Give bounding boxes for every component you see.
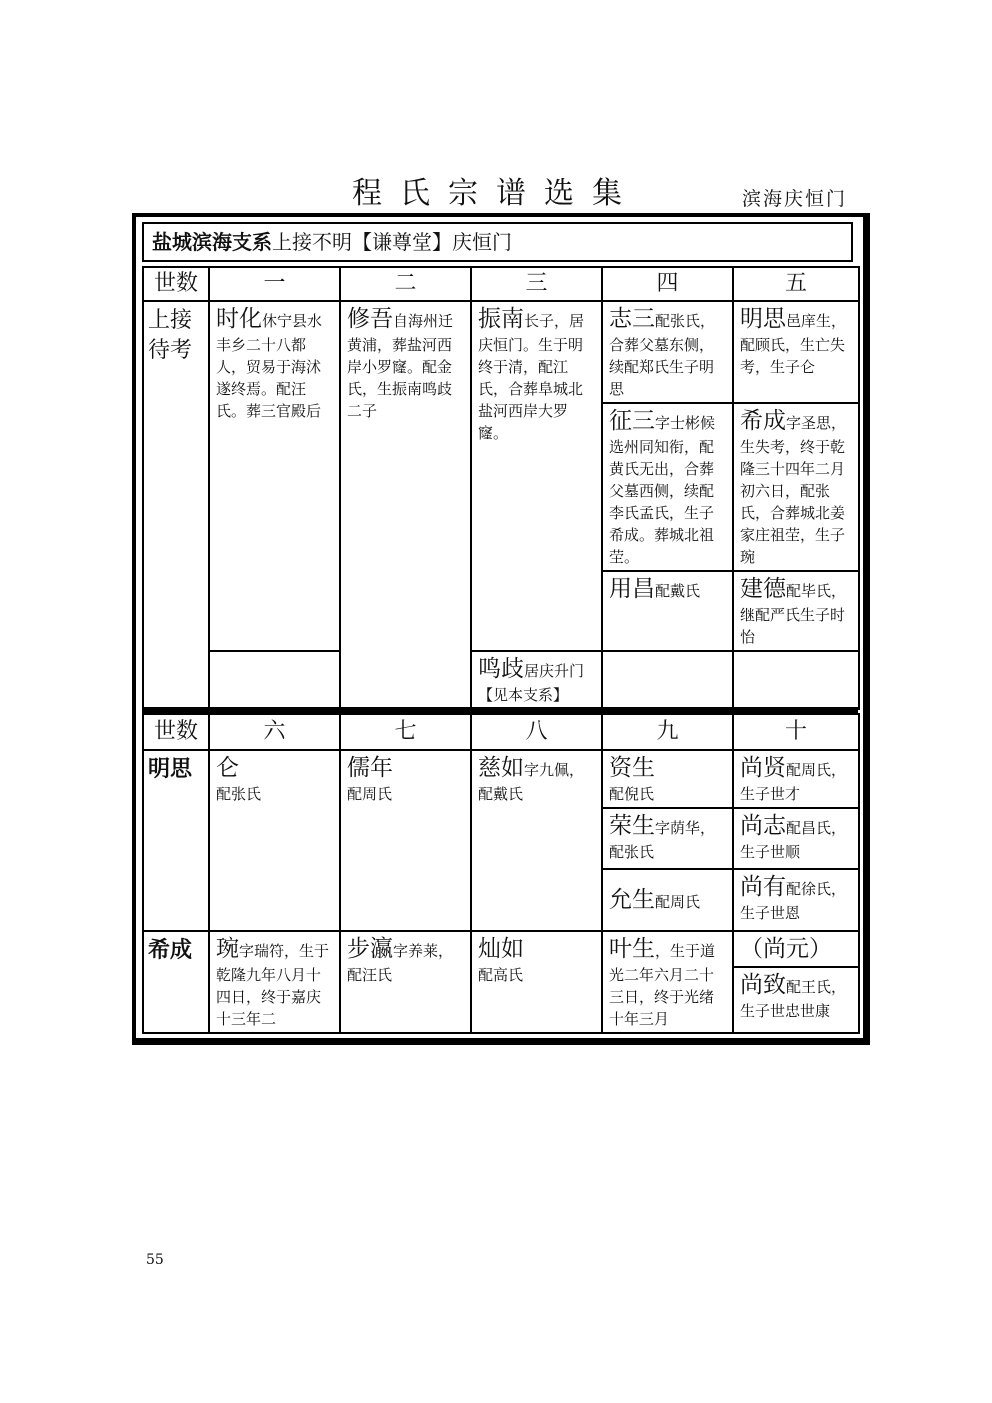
- person-cell: [471, 750, 602, 931]
- person-cell: [602, 931, 733, 1033]
- person-name: 尚致: [740, 972, 786, 999]
- person-note: 字瑞符，生于乾隆九年八月十四日，终于嘉庆十三年二: [216, 942, 330, 1028]
- person-name: 时化: [216, 306, 262, 332]
- person-cell: [209, 931, 340, 1033]
- person-cell: [733, 931, 859, 967]
- person-name: 希成: [740, 408, 786, 434]
- person-note: 字荫华，配张氏: [609, 819, 716, 861]
- person-cell: [471, 931, 602, 1033]
- header-cell: 十: [733, 714, 859, 750]
- person-note: 配张氏: [216, 785, 262, 803]
- person-name: 灿如: [478, 936, 524, 962]
- person-note: 休宁县水丰乡二十八都人，贸易于海沭遂终焉。配汪氏。葬三官殿后: [216, 312, 323, 420]
- person-note: 自海州迁黄浦，葬盐河西岸小罗窿。配金氏，生振南鸣歧二子: [347, 312, 454, 420]
- header-cell: 九: [602, 714, 733, 750]
- person-cell: [602, 403, 733, 571]
- person-cell: [471, 651, 602, 709]
- page-number: 55: [146, 1252, 164, 1268]
- person-note: 配周氏: [347, 785, 393, 803]
- person-note: 配戴氏: [655, 582, 701, 600]
- person-cell: [733, 571, 859, 651]
- person-cell: [340, 301, 471, 709]
- person-note: 配昌氏，生子世顺: [740, 819, 847, 861]
- person-name: （尚元）: [740, 936, 832, 962]
- person-note: 配高氏: [478, 966, 524, 984]
- branch-lineage: 上接不明【谦尊堂】庆恒门: [272, 230, 512, 254]
- person-cell: [602, 808, 733, 869]
- person-cell: [733, 808, 859, 869]
- person-note: 居庆升门【见本支系】: [478, 662, 585, 704]
- generation-table-1: [142, 266, 860, 710]
- page-subtitle: 滨海庆恒门: [741, 188, 847, 210]
- person-cell: [733, 967, 859, 1033]
- person-name: 志三: [609, 306, 655, 332]
- header-cell: 五: [733, 267, 859, 301]
- person-note: 字九佩，配戴氏: [478, 761, 585, 803]
- row-label: 希成: [143, 931, 209, 1033]
- person-name: 儒年: [347, 755, 393, 781]
- header-cell: 八: [471, 714, 602, 750]
- header-cell: 世数: [143, 267, 209, 301]
- header-cell: 四: [602, 267, 733, 301]
- row-label: 上接待考: [143, 301, 209, 709]
- header-cell: 一: [209, 267, 340, 301]
- person-note: 配王氏，生子世忠世康: [740, 978, 847, 1021]
- person-name: 叶生: [609, 936, 655, 962]
- person-cell: [602, 571, 733, 651]
- person-name: 步瀛: [347, 936, 393, 962]
- person-name: 尚有: [740, 874, 786, 900]
- header-cell: 二: [340, 267, 471, 301]
- header-cell: 七: [340, 714, 471, 750]
- person-note: ，生于道光二年六月二十三日，终于光绪十年三月: [609, 942, 716, 1028]
- row-label: 明思: [143, 750, 209, 931]
- person-name: 资生: [609, 755, 655, 781]
- person-name: 用昌: [609, 576, 655, 602]
- person-name: 仑: [216, 755, 239, 781]
- person-note: 配周氏，生子世才: [740, 761, 847, 803]
- person-cell: [340, 750, 471, 931]
- person-name: 允生: [609, 887, 655, 913]
- person-name: 修吾: [347, 306, 393, 332]
- person-cell: [733, 750, 859, 808]
- person-name: 尚志: [740, 813, 786, 839]
- header-cell: 三: [471, 267, 602, 301]
- person-name: 尚贤: [740, 755, 786, 781]
- person-note: 字养莱，配汪氏: [347, 942, 454, 984]
- person-name: 明思: [740, 306, 786, 332]
- person-note: 邑庠生，配顾氏，生亡失考，生子仑: [740, 312, 847, 376]
- person-note: 配张氏，合葬父墓东侧，续配郑氏生子明思: [609, 312, 716, 398]
- branch-banner: [142, 222, 853, 262]
- empty-cell: [602, 651, 733, 709]
- empty-cell: [733, 651, 859, 709]
- branch-name: 盐城滨海支系: [152, 230, 272, 254]
- header-row-1: [143, 267, 859, 301]
- generation-table-2: [142, 713, 860, 1034]
- person-note: 配毕氏，继配严氏生子时怡: [740, 582, 847, 646]
- person-note: 配徐氏，生子世恩: [740, 880, 847, 922]
- person-name: 建德: [740, 576, 786, 602]
- header-row-2: [143, 714, 859, 750]
- person-note: 配倪氏: [609, 785, 655, 803]
- person-note: 字圣思，生失考，终于乾隆三十四年二月初六日，配张氏，合葬城北姜家庄祖茔，生子琬: [740, 414, 847, 566]
- page-title: 程氏宗谱选集: [352, 176, 640, 211]
- person-name: 慈如: [478, 755, 524, 781]
- person-note: 长子，居庆恒门。生于明终于清，配江氏，合葬阜城北盐河西岸大罗窿。: [478, 312, 585, 442]
- genealogy-table-frame: [132, 213, 870, 1045]
- person-cell: [340, 931, 471, 1033]
- empty-cell: [209, 651, 340, 709]
- person-name: 荣生: [609, 813, 655, 839]
- person-name: 鸣歧: [478, 656, 524, 682]
- person-cell: [733, 869, 859, 931]
- person-name: 征三: [609, 408, 655, 434]
- person-cell: [602, 869, 733, 931]
- person-note: 配周氏: [655, 893, 701, 911]
- header-cell: 六: [209, 714, 340, 750]
- header-cell: 世数: [143, 714, 209, 750]
- person-cell: [602, 750, 733, 808]
- person-name: 振南: [478, 306, 524, 332]
- person-cell: [209, 301, 340, 651]
- person-cell: [733, 301, 859, 403]
- person-cell: [209, 750, 340, 931]
- person-note: 字士彬候选州同知衔，配黄氏无出，合葬父墓西侧，续配李氏孟氏，生子希成。葬城北祖茔。: [609, 414, 716, 566]
- person-cell: [471, 301, 602, 651]
- person-name: 琬: [216, 936, 239, 962]
- person-cell: [602, 301, 733, 403]
- person-cell: [733, 403, 859, 571]
